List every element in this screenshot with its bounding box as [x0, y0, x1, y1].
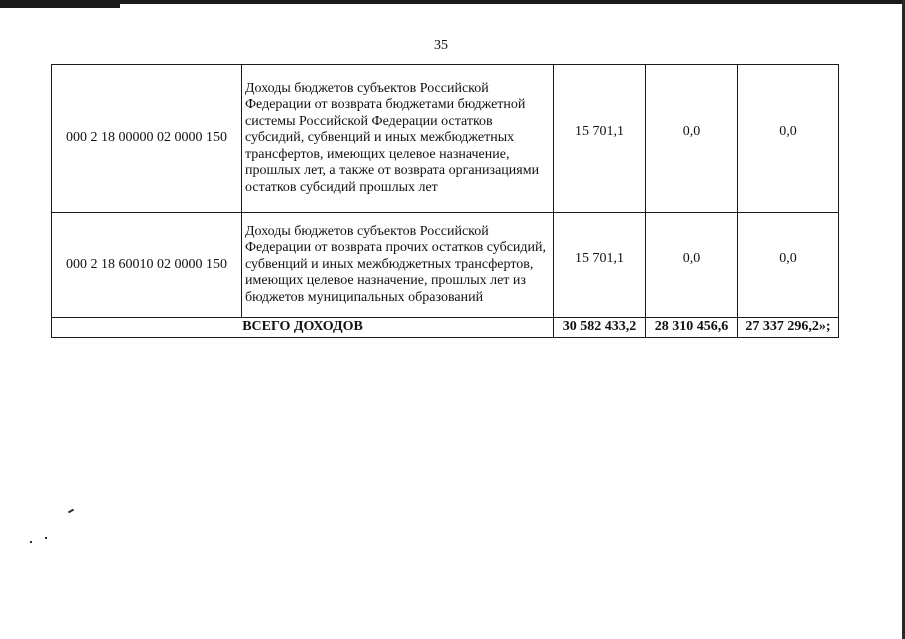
scan-speck: [30, 541, 32, 543]
scan-speck: [68, 509, 74, 514]
budget-code: 000 2 18 00000 02 0000 150: [52, 65, 242, 213]
amount-year-1: 15 701,1: [554, 213, 646, 318]
total-year-1: 30 582 433,2: [554, 318, 646, 338]
table-row: [52, 213, 839, 318]
amount-year-2: 0,0: [646, 213, 738, 318]
scan-edge-top: [0, 0, 905, 4]
amount-year-3: 0,0: [738, 213, 839, 318]
scan-speck: [45, 537, 47, 539]
page-number: 35: [434, 38, 448, 53]
revenue-description: Доходы бюджетов субъектов Российской Федерации от возврата прочих остатков субсидий, субвенций и иных межбюджетных трансфертов, имеющих целевое назначение, прошлых лет из бюджетов муниципальных образований: [242, 213, 554, 318]
scan-edge-top-left: [0, 0, 120, 8]
amount-year-1: 15 701,1: [554, 65, 646, 213]
total-year-2: 28 310 456,6: [646, 318, 738, 338]
revenue-description: Доходы бюджетов субъектов Российской Федерации от возврата бюджетами бюджетной системы Российской Федерации остатков субсидий, субвенций и иных межбюджетных трансфертов, имеющих целевое назначение, прошлых лет, а также от возврата организациями остатков субсидий прошлых лет: [242, 65, 554, 213]
budget-code: 000 2 18 60010 02 0000 150: [52, 213, 242, 318]
amount-year-2: 0,0: [646, 65, 738, 213]
total-year-3: 27 337 296,2»;: [738, 318, 839, 338]
total-row: [52, 318, 839, 338]
table-row: [52, 65, 839, 213]
amount-year-3: 0,0: [738, 65, 839, 213]
total-label: ВСЕГО ДОХОДОВ: [52, 318, 554, 338]
revenue-table: [51, 64, 839, 338]
